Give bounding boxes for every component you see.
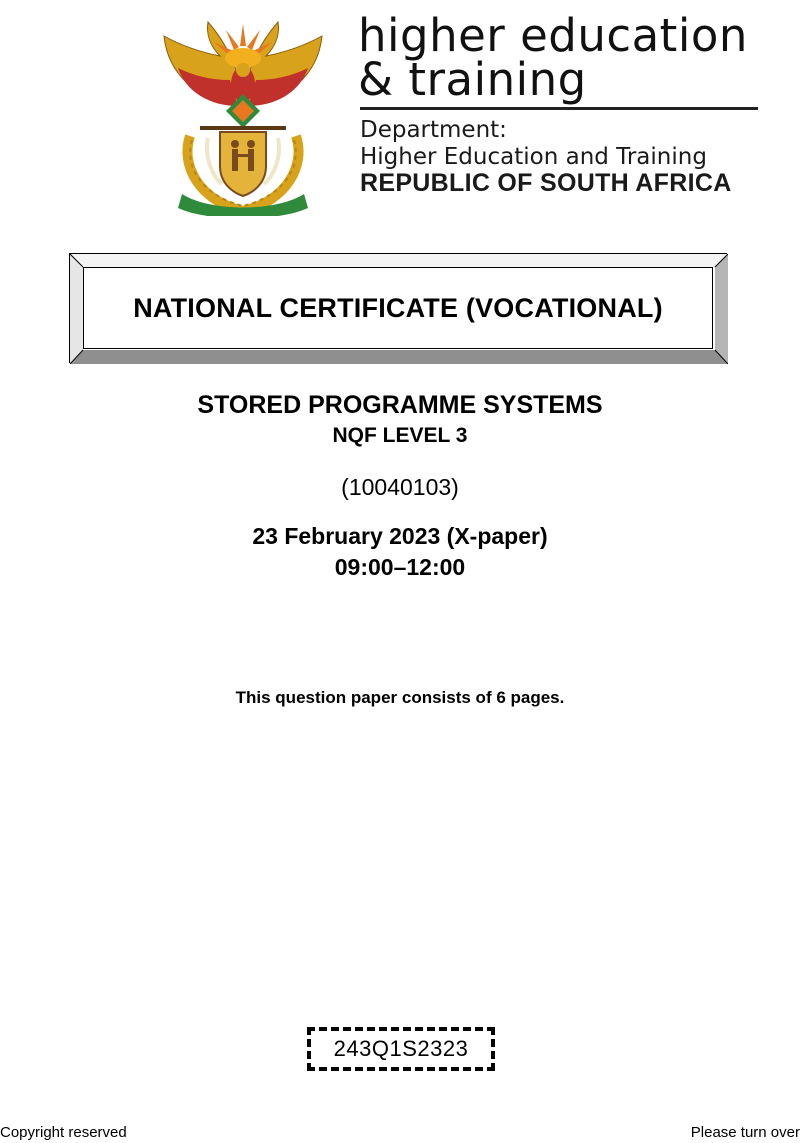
paper-code-box [307, 1027, 495, 1071]
coat-of-arms-icon [160, 16, 326, 216]
wordmark-line-2: & training [358, 53, 587, 106]
department-name: Higher Education and Training [360, 144, 707, 170]
page-count-note: This question paper consists of 6 pages. [235, 688, 565, 707]
certificate-title: NATIONAL CERTIFICATE (VOCATIONAL) [133, 292, 663, 323]
exam-time: 09:00–12:00 [334, 554, 466, 580]
paper-code: 243Q1S2323 [333, 1036, 469, 1061]
subject-code: (10040103) [341, 474, 459, 500]
footer-turn-over: Please turn over [690, 1124, 800, 1141]
header-rule [360, 107, 758, 110]
nqf-level: NQF LEVEL 3 [332, 424, 468, 447]
certificate-title-box [69, 253, 727, 363]
exam-date: 23 February 2023 (X-paper) [252, 523, 548, 549]
wordmark-line-1: higher education [358, 9, 748, 62]
footer-copyright: Copyright reserved [0, 1124, 127, 1141]
country-name: REPUBLIC OF SOUTH AFRICA [360, 169, 732, 197]
subject-title: STORED PROGRAMME SYSTEMS [197, 391, 603, 419]
department-wordmark [358, 9, 748, 106]
department-label: Department: [360, 117, 507, 143]
certificate-title-inner [83, 267, 713, 349]
